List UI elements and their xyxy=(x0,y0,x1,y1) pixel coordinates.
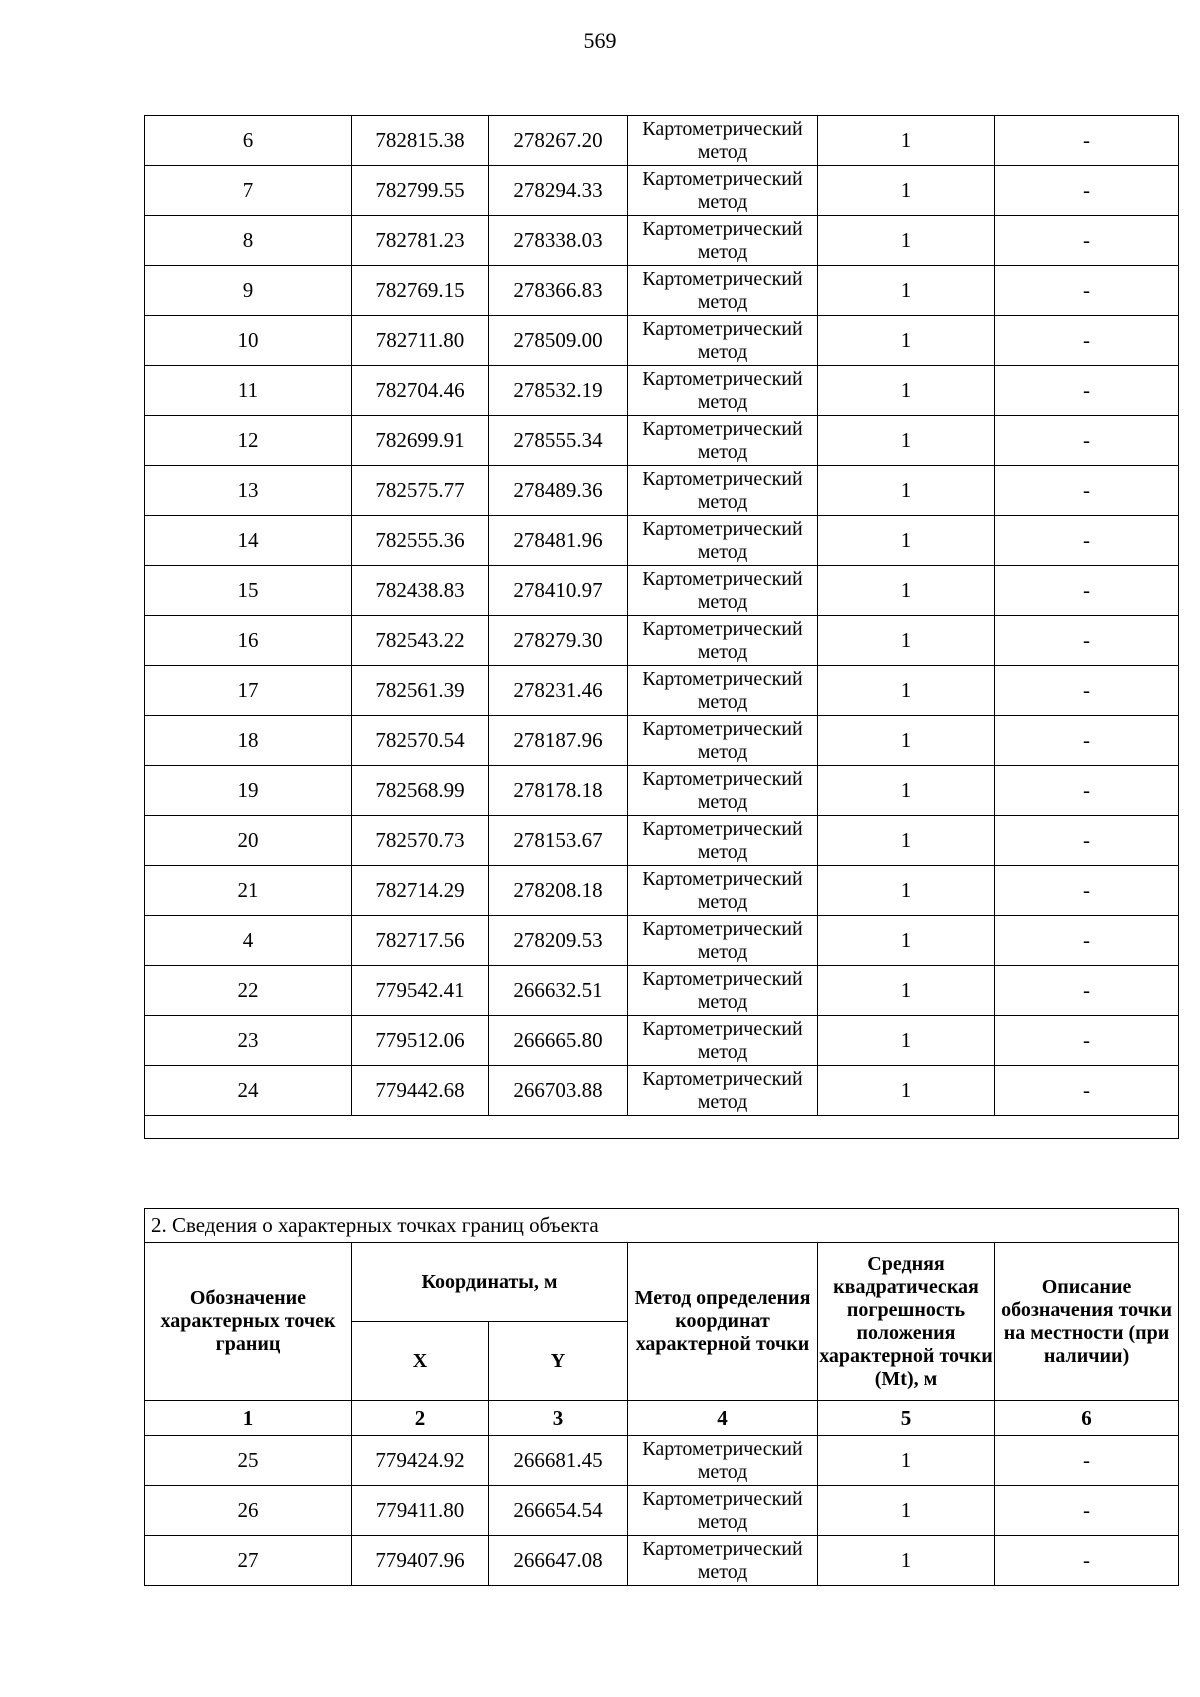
table-row xyxy=(145,1436,1179,1486)
column-number: 1 xyxy=(145,1401,352,1436)
cell-description: - xyxy=(995,116,1179,166)
cell-y: 278178.18 xyxy=(489,766,628,816)
cell-y: 278153.67 xyxy=(489,816,628,866)
header-y: Y xyxy=(489,1322,628,1401)
cell-x: 782815.38 xyxy=(352,116,489,166)
cell-accuracy: 1 xyxy=(818,816,995,866)
cell-accuracy: 1 xyxy=(818,1016,995,1066)
cell-method: Картометрический метод xyxy=(628,866,818,916)
cell-point: 10 xyxy=(145,316,352,366)
cell-point: 16 xyxy=(145,616,352,666)
cell-description: - xyxy=(995,766,1179,816)
header-x: X xyxy=(352,1322,489,1401)
cell-point: 14 xyxy=(145,516,352,566)
table-row xyxy=(145,816,1179,866)
cell-description: - xyxy=(995,316,1179,366)
cell-method: Картометрический метод xyxy=(628,416,818,466)
cell-x: 782575.77 xyxy=(352,466,489,516)
cell-method: Картометрический метод xyxy=(628,266,818,316)
cell-method: Картометрический метод xyxy=(628,1436,818,1486)
table-body xyxy=(145,1436,1179,1586)
cell-accuracy: 1 xyxy=(818,966,995,1016)
cell-point: 27 xyxy=(145,1536,352,1586)
cell-point: 12 xyxy=(145,416,352,466)
cell-method: Картометрический метод xyxy=(628,1536,818,1586)
cell-description: - xyxy=(995,816,1179,866)
cell-method: Картометрический метод xyxy=(628,616,818,666)
cell-accuracy: 1 xyxy=(818,766,995,816)
cell-x: 782568.99 xyxy=(352,766,489,816)
cell-description: - xyxy=(995,1436,1179,1486)
cell-description: - xyxy=(995,1486,1179,1536)
cell-point: 17 xyxy=(145,666,352,716)
cell-x: 779512.06 xyxy=(352,1016,489,1066)
cell-x: 782714.29 xyxy=(352,866,489,916)
cell-x: 782717.56 xyxy=(352,916,489,966)
cell-y: 266632.51 xyxy=(489,966,628,1016)
cell-accuracy: 1 xyxy=(818,416,995,466)
cell-x: 782704.46 xyxy=(352,366,489,416)
header-description: Описание обозначения точки на местности (при наличии) xyxy=(995,1243,1179,1401)
cell-description: - xyxy=(995,266,1179,316)
cell-x: 782438.83 xyxy=(352,566,489,616)
cell-method: Картометрический метод xyxy=(628,366,818,416)
cell-y: 266703.88 xyxy=(489,1066,628,1116)
cell-point: 4 xyxy=(145,916,352,966)
cell-method: Картометрический метод xyxy=(628,166,818,216)
cell-x: 782699.91 xyxy=(352,416,489,466)
cell-description: - xyxy=(995,516,1179,566)
column-number: 4 xyxy=(628,1401,818,1436)
cell-description: - xyxy=(995,1066,1179,1116)
cell-point: 26 xyxy=(145,1486,352,1536)
table-row xyxy=(145,916,1179,966)
table-row xyxy=(145,666,1179,716)
cell-y: 278267.20 xyxy=(489,116,628,166)
boundary-points-table-continued xyxy=(144,115,1179,1139)
cell-x: 782570.73 xyxy=(352,816,489,866)
cell-x: 782543.22 xyxy=(352,616,489,666)
cell-method: Картометрический метод xyxy=(628,466,818,516)
table-row xyxy=(145,316,1179,366)
cell-method: Картометрический метод xyxy=(628,916,818,966)
table-title: 2. Сведения о характерных точках границ объекта xyxy=(145,1209,1179,1243)
cell-accuracy: 1 xyxy=(818,166,995,216)
header-coordinates: Координаты, м xyxy=(352,1243,628,1322)
cell-point: 19 xyxy=(145,766,352,816)
empty-cell xyxy=(145,1116,1179,1139)
cell-y: 278509.00 xyxy=(489,316,628,366)
cell-method: Картометрический метод xyxy=(628,1066,818,1116)
cell-description: - xyxy=(995,616,1179,666)
cell-y: 266654.54 xyxy=(489,1486,628,1536)
table-row xyxy=(145,1486,1179,1536)
cell-description: - xyxy=(995,366,1179,416)
cell-y: 278481.96 xyxy=(489,516,628,566)
cell-accuracy: 1 xyxy=(818,516,995,566)
cell-method: Картометрический метод xyxy=(628,966,818,1016)
cell-point: 22 xyxy=(145,966,352,1016)
column-number: 5 xyxy=(818,1401,995,1436)
cell-x: 779542.41 xyxy=(352,966,489,1016)
cell-accuracy: 1 xyxy=(818,1486,995,1536)
cell-description: - xyxy=(995,1016,1179,1066)
empty-row xyxy=(145,1116,1179,1139)
cell-point: 8 xyxy=(145,216,352,266)
cell-point: 6 xyxy=(145,116,352,166)
table-row xyxy=(145,216,1179,266)
cell-x: 782769.15 xyxy=(352,266,489,316)
table-row xyxy=(145,766,1179,816)
cell-accuracy: 1 xyxy=(818,316,995,366)
cell-y: 266665.80 xyxy=(489,1016,628,1066)
boundary-points-table xyxy=(144,1208,1179,1586)
column-number: 2 xyxy=(352,1401,489,1436)
cell-x: 782570.54 xyxy=(352,716,489,766)
cell-description: - xyxy=(995,966,1179,1016)
table-row xyxy=(145,966,1179,1016)
cell-accuracy: 1 xyxy=(818,716,995,766)
cell-y: 278532.19 xyxy=(489,366,628,416)
cell-description: - xyxy=(995,1536,1179,1586)
cell-accuracy: 1 xyxy=(818,216,995,266)
cell-method: Картометрический метод xyxy=(628,316,818,366)
cell-method: Картометрический метод xyxy=(628,216,818,266)
cell-accuracy: 1 xyxy=(818,116,995,166)
cell-description: - xyxy=(995,866,1179,916)
cell-accuracy: 1 xyxy=(818,616,995,666)
cell-y: 278209.53 xyxy=(489,916,628,966)
table-row xyxy=(145,866,1179,916)
cell-x: 779407.96 xyxy=(352,1536,489,1586)
cell-x: 779411.80 xyxy=(352,1486,489,1536)
cell-x: 782799.55 xyxy=(352,166,489,216)
table-row xyxy=(145,1016,1179,1066)
cell-point: 11 xyxy=(145,366,352,416)
cell-point: 23 xyxy=(145,1016,352,1066)
cell-accuracy: 1 xyxy=(818,1536,995,1586)
cell-y: 278279.30 xyxy=(489,616,628,666)
cell-description: - xyxy=(995,716,1179,766)
cell-method: Картометрический метод xyxy=(628,816,818,866)
cell-y: 278410.97 xyxy=(489,566,628,616)
cell-description: - xyxy=(995,466,1179,516)
cell-description: - xyxy=(995,916,1179,966)
cell-y: 278208.18 xyxy=(489,866,628,916)
column-number: 6 xyxy=(995,1401,1179,1436)
cell-x: 782781.23 xyxy=(352,216,489,266)
cell-method: Картометрический метод xyxy=(628,1016,818,1066)
cell-point: 15 xyxy=(145,566,352,616)
cell-x: 779442.68 xyxy=(352,1066,489,1116)
cell-accuracy: 1 xyxy=(818,466,995,516)
cell-x: 782561.39 xyxy=(352,666,489,716)
cell-method: Картометрический метод xyxy=(628,116,818,166)
table-row xyxy=(145,566,1179,616)
cell-point: 20 xyxy=(145,816,352,866)
cell-method: Картометрический метод xyxy=(628,716,818,766)
table-row xyxy=(145,616,1179,666)
cell-y: 278231.46 xyxy=(489,666,628,716)
page-number: 569 xyxy=(583,28,617,53)
cell-description: - xyxy=(995,216,1179,266)
table-row xyxy=(145,1066,1179,1116)
cell-point: 24 xyxy=(145,1066,352,1116)
table-row xyxy=(145,516,1179,566)
cell-accuracy: 1 xyxy=(818,1436,995,1486)
cell-description: - xyxy=(995,566,1179,616)
header-accuracy: Средняя квадратическая погрешность положения характерной точки (Mt), м xyxy=(818,1243,995,1401)
header-method: Метод определения координат характерной точки xyxy=(628,1243,818,1401)
cell-method: Картометрический метод xyxy=(628,516,818,566)
table-row xyxy=(145,716,1179,766)
cell-method: Картометрический метод xyxy=(628,766,818,816)
cell-y: 278489.36 xyxy=(489,466,628,516)
table-row xyxy=(145,1536,1179,1586)
cell-y: 278187.96 xyxy=(489,716,628,766)
cell-y: 266681.45 xyxy=(489,1436,628,1486)
cell-accuracy: 1 xyxy=(818,666,995,716)
table-row xyxy=(145,166,1179,216)
cell-accuracy: 1 xyxy=(818,916,995,966)
cell-accuracy: 1 xyxy=(818,266,995,316)
cell-x: 782711.80 xyxy=(352,316,489,366)
table-body xyxy=(145,116,1179,1139)
cell-accuracy: 1 xyxy=(818,1066,995,1116)
cell-accuracy: 1 xyxy=(818,366,995,416)
cell-method: Картометрический метод xyxy=(628,1486,818,1536)
table-row xyxy=(145,266,1179,316)
cell-point: 9 xyxy=(145,266,352,316)
cell-method: Картометрический метод xyxy=(628,566,818,616)
cell-description: - xyxy=(995,666,1179,716)
cell-accuracy: 1 xyxy=(818,866,995,916)
cell-y: 278366.83 xyxy=(489,266,628,316)
cell-point: 25 xyxy=(145,1436,352,1486)
cell-y: 278338.03 xyxy=(489,216,628,266)
cell-accuracy: 1 xyxy=(818,566,995,616)
cell-y: 278555.34 xyxy=(489,416,628,466)
cell-point: 7 xyxy=(145,166,352,216)
cell-y: 278294.33 xyxy=(489,166,628,216)
cell-x: 779424.92 xyxy=(352,1436,489,1486)
table-row xyxy=(145,466,1179,516)
cell-description: - xyxy=(995,166,1179,216)
cell-point: 21 xyxy=(145,866,352,916)
cell-point: 18 xyxy=(145,716,352,766)
header-point: Обозначение характерных точек границ xyxy=(145,1243,352,1401)
table-row xyxy=(145,116,1179,166)
cell-description: - xyxy=(995,416,1179,466)
cell-x: 782555.36 xyxy=(352,516,489,566)
cell-y: 266647.08 xyxy=(489,1536,628,1586)
table-row xyxy=(145,366,1179,416)
column-number: 3 xyxy=(489,1401,628,1436)
cell-point: 13 xyxy=(145,466,352,516)
table-row xyxy=(145,416,1179,466)
cell-method: Картометрический метод xyxy=(628,666,818,716)
